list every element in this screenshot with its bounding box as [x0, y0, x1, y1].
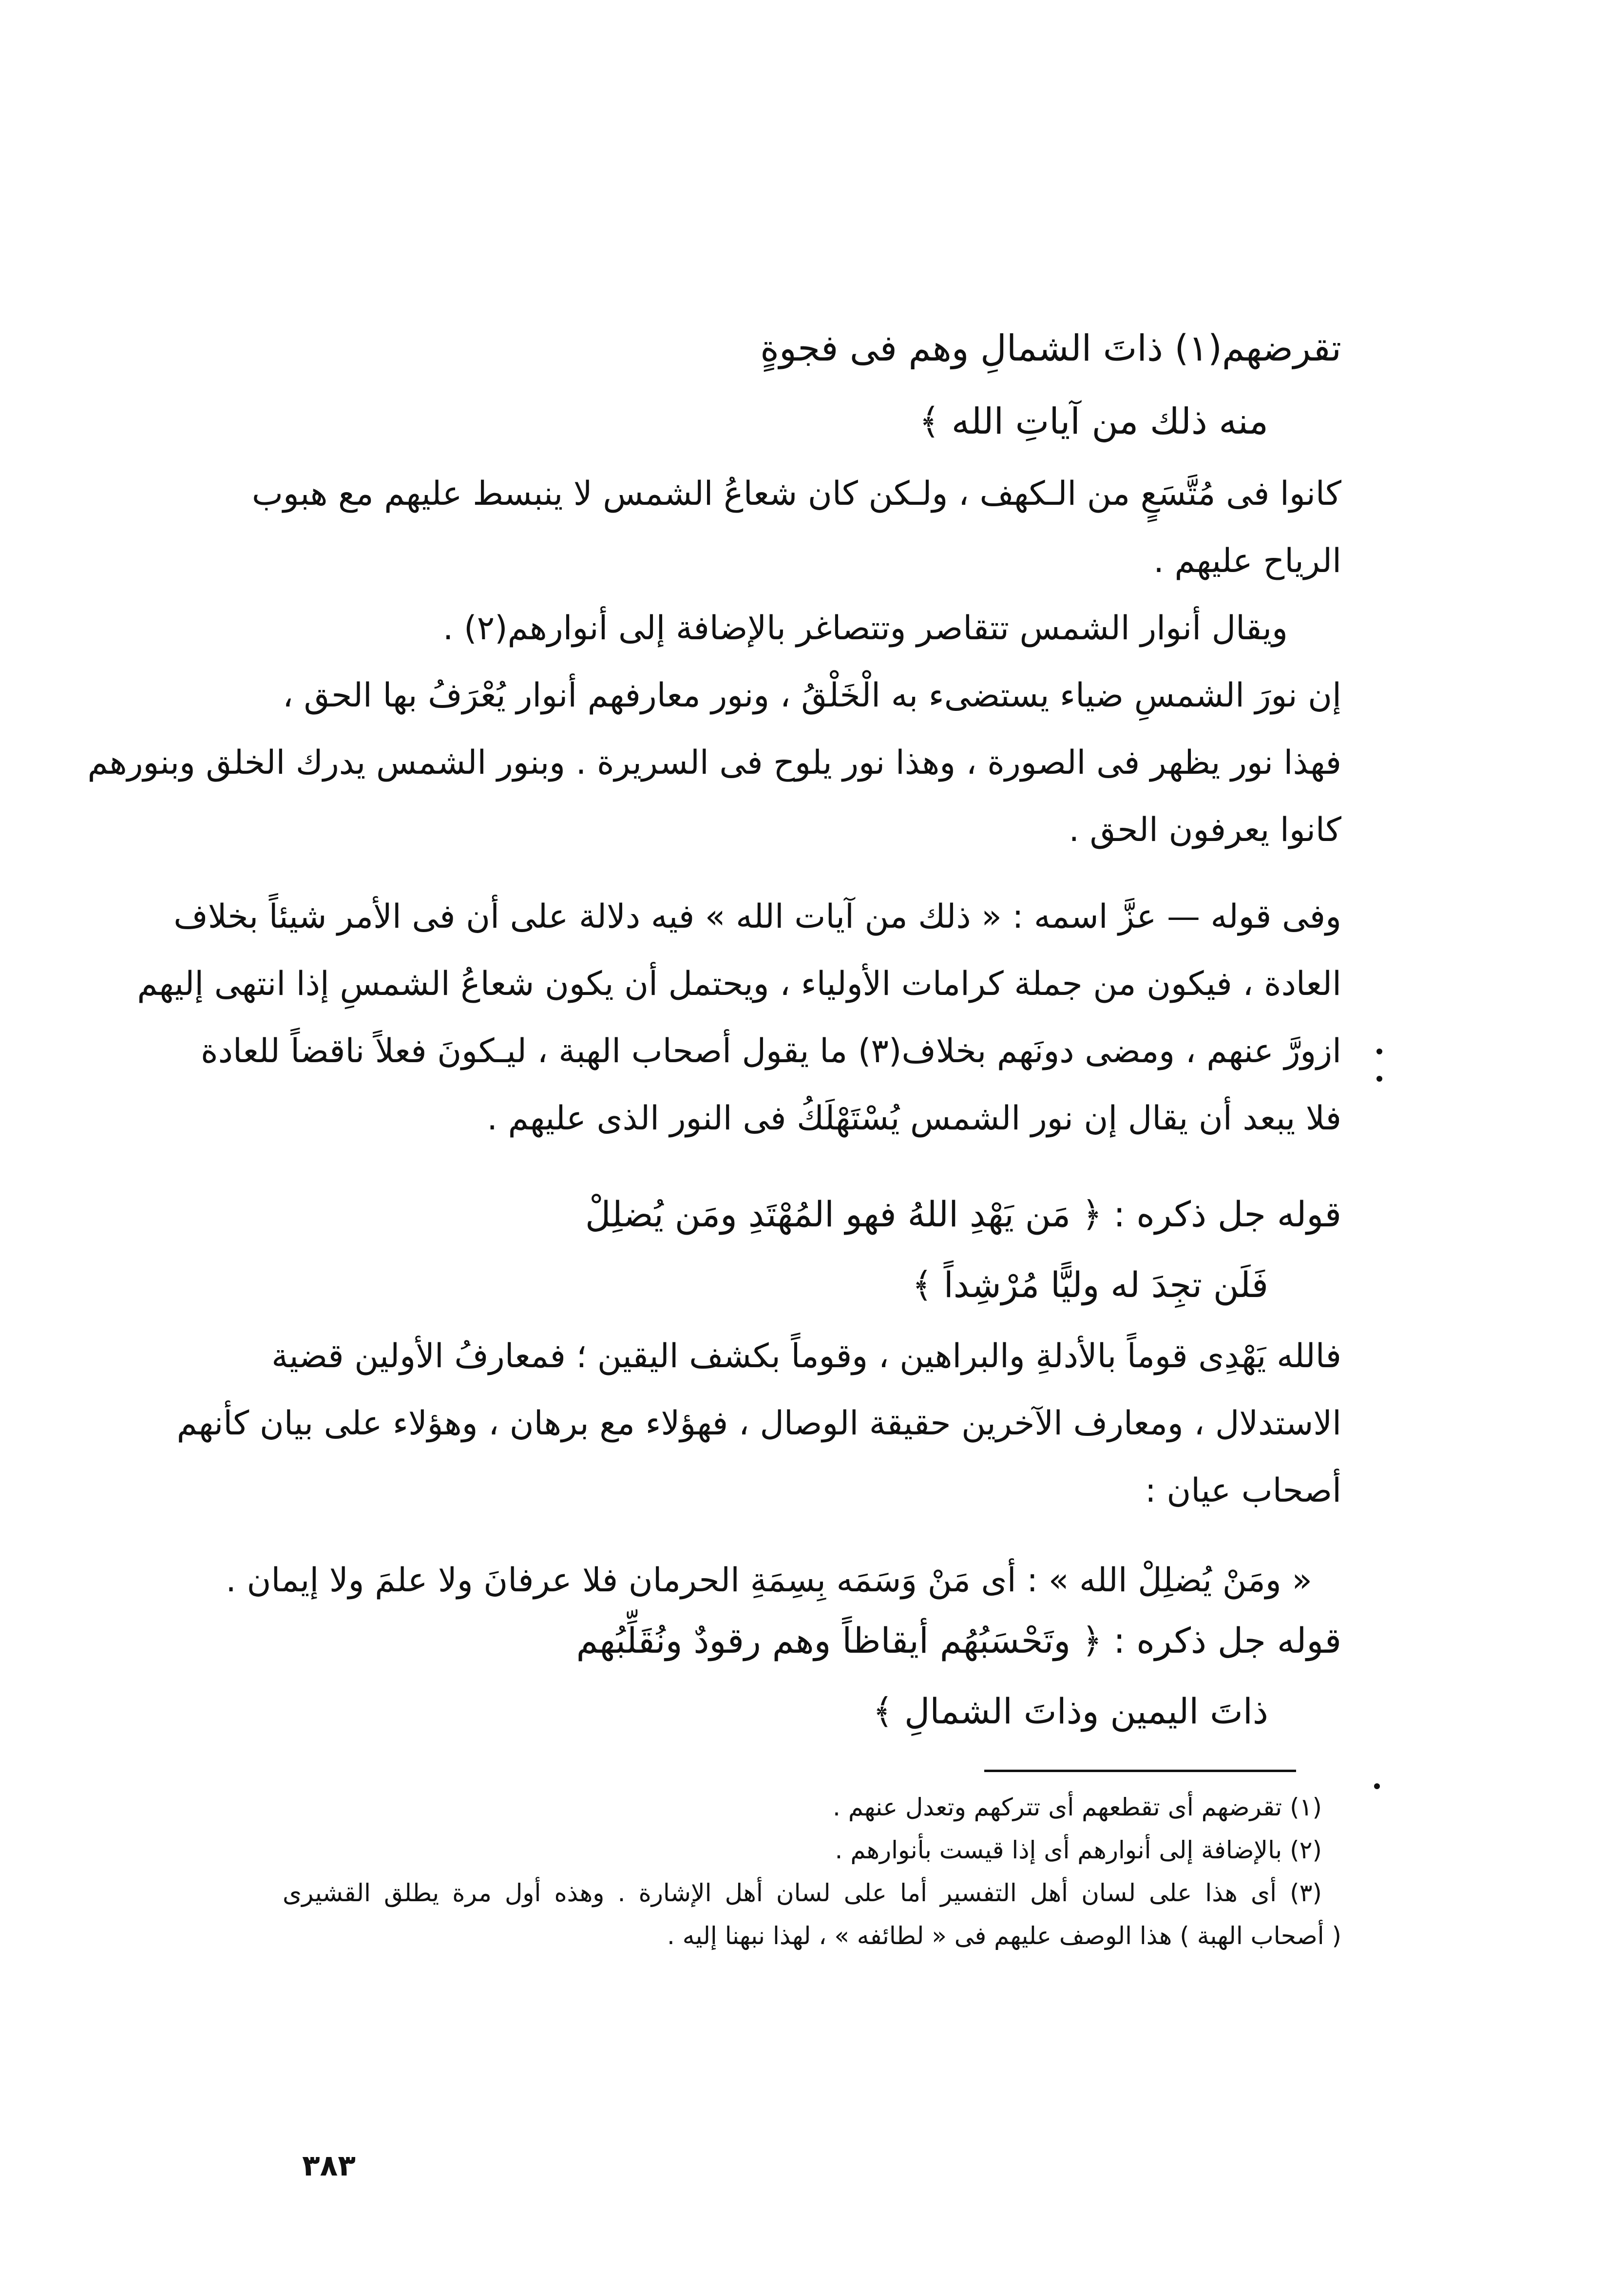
text-line: « ومَنْ يُضلِلْ الله » : أى مَنْ وَسَمَه بِسِمَةِ الحرمان فلا عرفانَ ولا علمَ ولا إيمان .: [226, 1561, 1312, 1600]
quran-verse-quote: [585, 1179, 1341, 1320]
text-line: وفى قوله — عزَّ اسمه : « ذلك من آيات الله » فيه دلالة على أن فى الأمر شيئاً بخلاف: [173, 897, 1341, 936]
text-line: أصحاب عيان :: [1145, 1471, 1341, 1510]
page-number: ٣٨٣: [302, 2149, 356, 2183]
margin-mark: [1376, 1076, 1382, 1082]
text-line: ازورَّ عنهم ، ومضى دونَهم بخلاف(٣) ما يقول أصحاب الهبة ، ليـكونَ فعلاً ناقضاً للعادة: [201, 1032, 1341, 1070]
text-line: إن نورَ الشمسِ ضياء يستضىء به الْخَلْقُ ، ونور معارفهم أنوار يُعْرَفُ بها الحق ،: [283, 676, 1341, 715]
commentary-text: [87, 460, 1341, 1152]
text-line: فلا يبعد أن يقال إن نور الشمس يُسْتَهْلَكُ فى النور الذى عليهم .: [487, 1099, 1341, 1138]
verse-line: قوله جل ذكره : ﴿ مَن يَهْدِ اللهُ فهو المُهْتَدِ ومَن يُضلِلْ: [585, 1194, 1341, 1235]
footnote: (٢) بالإضافة إلى أنوارهم أى إذا قيست بأنوارهم .: [835, 1836, 1322, 1864]
text-line: فالله يَهْدِى قوماً بالأدلةِ والبراهين ، وقوماً بكشف اليقين ؛ فمعارفُ الأولين قضية: [271, 1337, 1341, 1375]
text-line: ويقال أنوار الشمس تتقاصر وتتصاغر بالإضافة إلى أنوارهم(٢) .: [442, 609, 1288, 648]
footnote: (٣) أى هذا على لسان أهل التفسير أما على لسان أهل الإشارة . وهذه أول مرة يطلق القشيرى: [283, 1879, 1322, 1907]
commentary-text: [226, 1547, 1341, 1614]
quran-verse-quote: [650, 312, 1341, 458]
text-line: كانوا فى مُتَّسَعٍ من الـكهف ، ولـكن كان شعاعُ الشمس لا ينبسط عليهم مع هبوب: [251, 475, 1341, 513]
verse-line: منه ذلك من آياتِ الله ﴾: [918, 401, 1268, 442]
footnote: (١) تقرضهم أى تقطعهم أى تتركهم وتعدل عنهم .: [833, 1793, 1322, 1821]
text-line: فهذا نور يظهر فى الصورة ، وهذا نور يلوح فى السريرة . وبنور الشمس يدرك الخلق وبنورهم: [87, 744, 1341, 782]
text-line: كانوا يعرفون الحق .: [1069, 811, 1341, 849]
verse-line: تقرضهم(١) ذاتَ الشمالِ وهم فى فجوةٍ: [760, 327, 1341, 369]
commentary-text: [176, 1323, 1341, 1525]
footnotes: [283, 1786, 1341, 1957]
footnote-divider: [984, 1770, 1296, 1772]
quran-verse-quote: [576, 1605, 1341, 1747]
margin-mark: [1376, 1049, 1382, 1054]
verse-line: قوله جل ذكره : ﴿ وتَحْسَبُهُم أيقاظاً وهم رقودٌ ونُقَلِّبُهم: [576, 1620, 1341, 1661]
text-line: العادة ، فيكون من جملة كرامات الأولياء ، ويحتمل أن يكون شعاعُ الشمسِ إذا انتهى إليهم: [137, 965, 1341, 1003]
footnote: ( أصحاب الهبة ) هذا الوصف عليهم فى « لطائفه » ، لهذا نبهنا إليه .: [667, 1922, 1341, 1950]
text-line: الاستدلال ، ومعارف الآخرين حقيقة الوصال ، فهؤلاء مع برهان ، وهؤلاء على بيان كأنهم: [176, 1404, 1341, 1443]
margin-mark: [1374, 1783, 1380, 1789]
verse-line: ذاتَ اليمين وذاتَ الشمالِ ﴾: [872, 1691, 1268, 1732]
verse-line: فَلَن تجِدَ له وليًّا مُرْشِداً ﴾: [912, 1264, 1268, 1305]
text-line: الرياح عليهم .: [1153, 542, 1341, 580]
